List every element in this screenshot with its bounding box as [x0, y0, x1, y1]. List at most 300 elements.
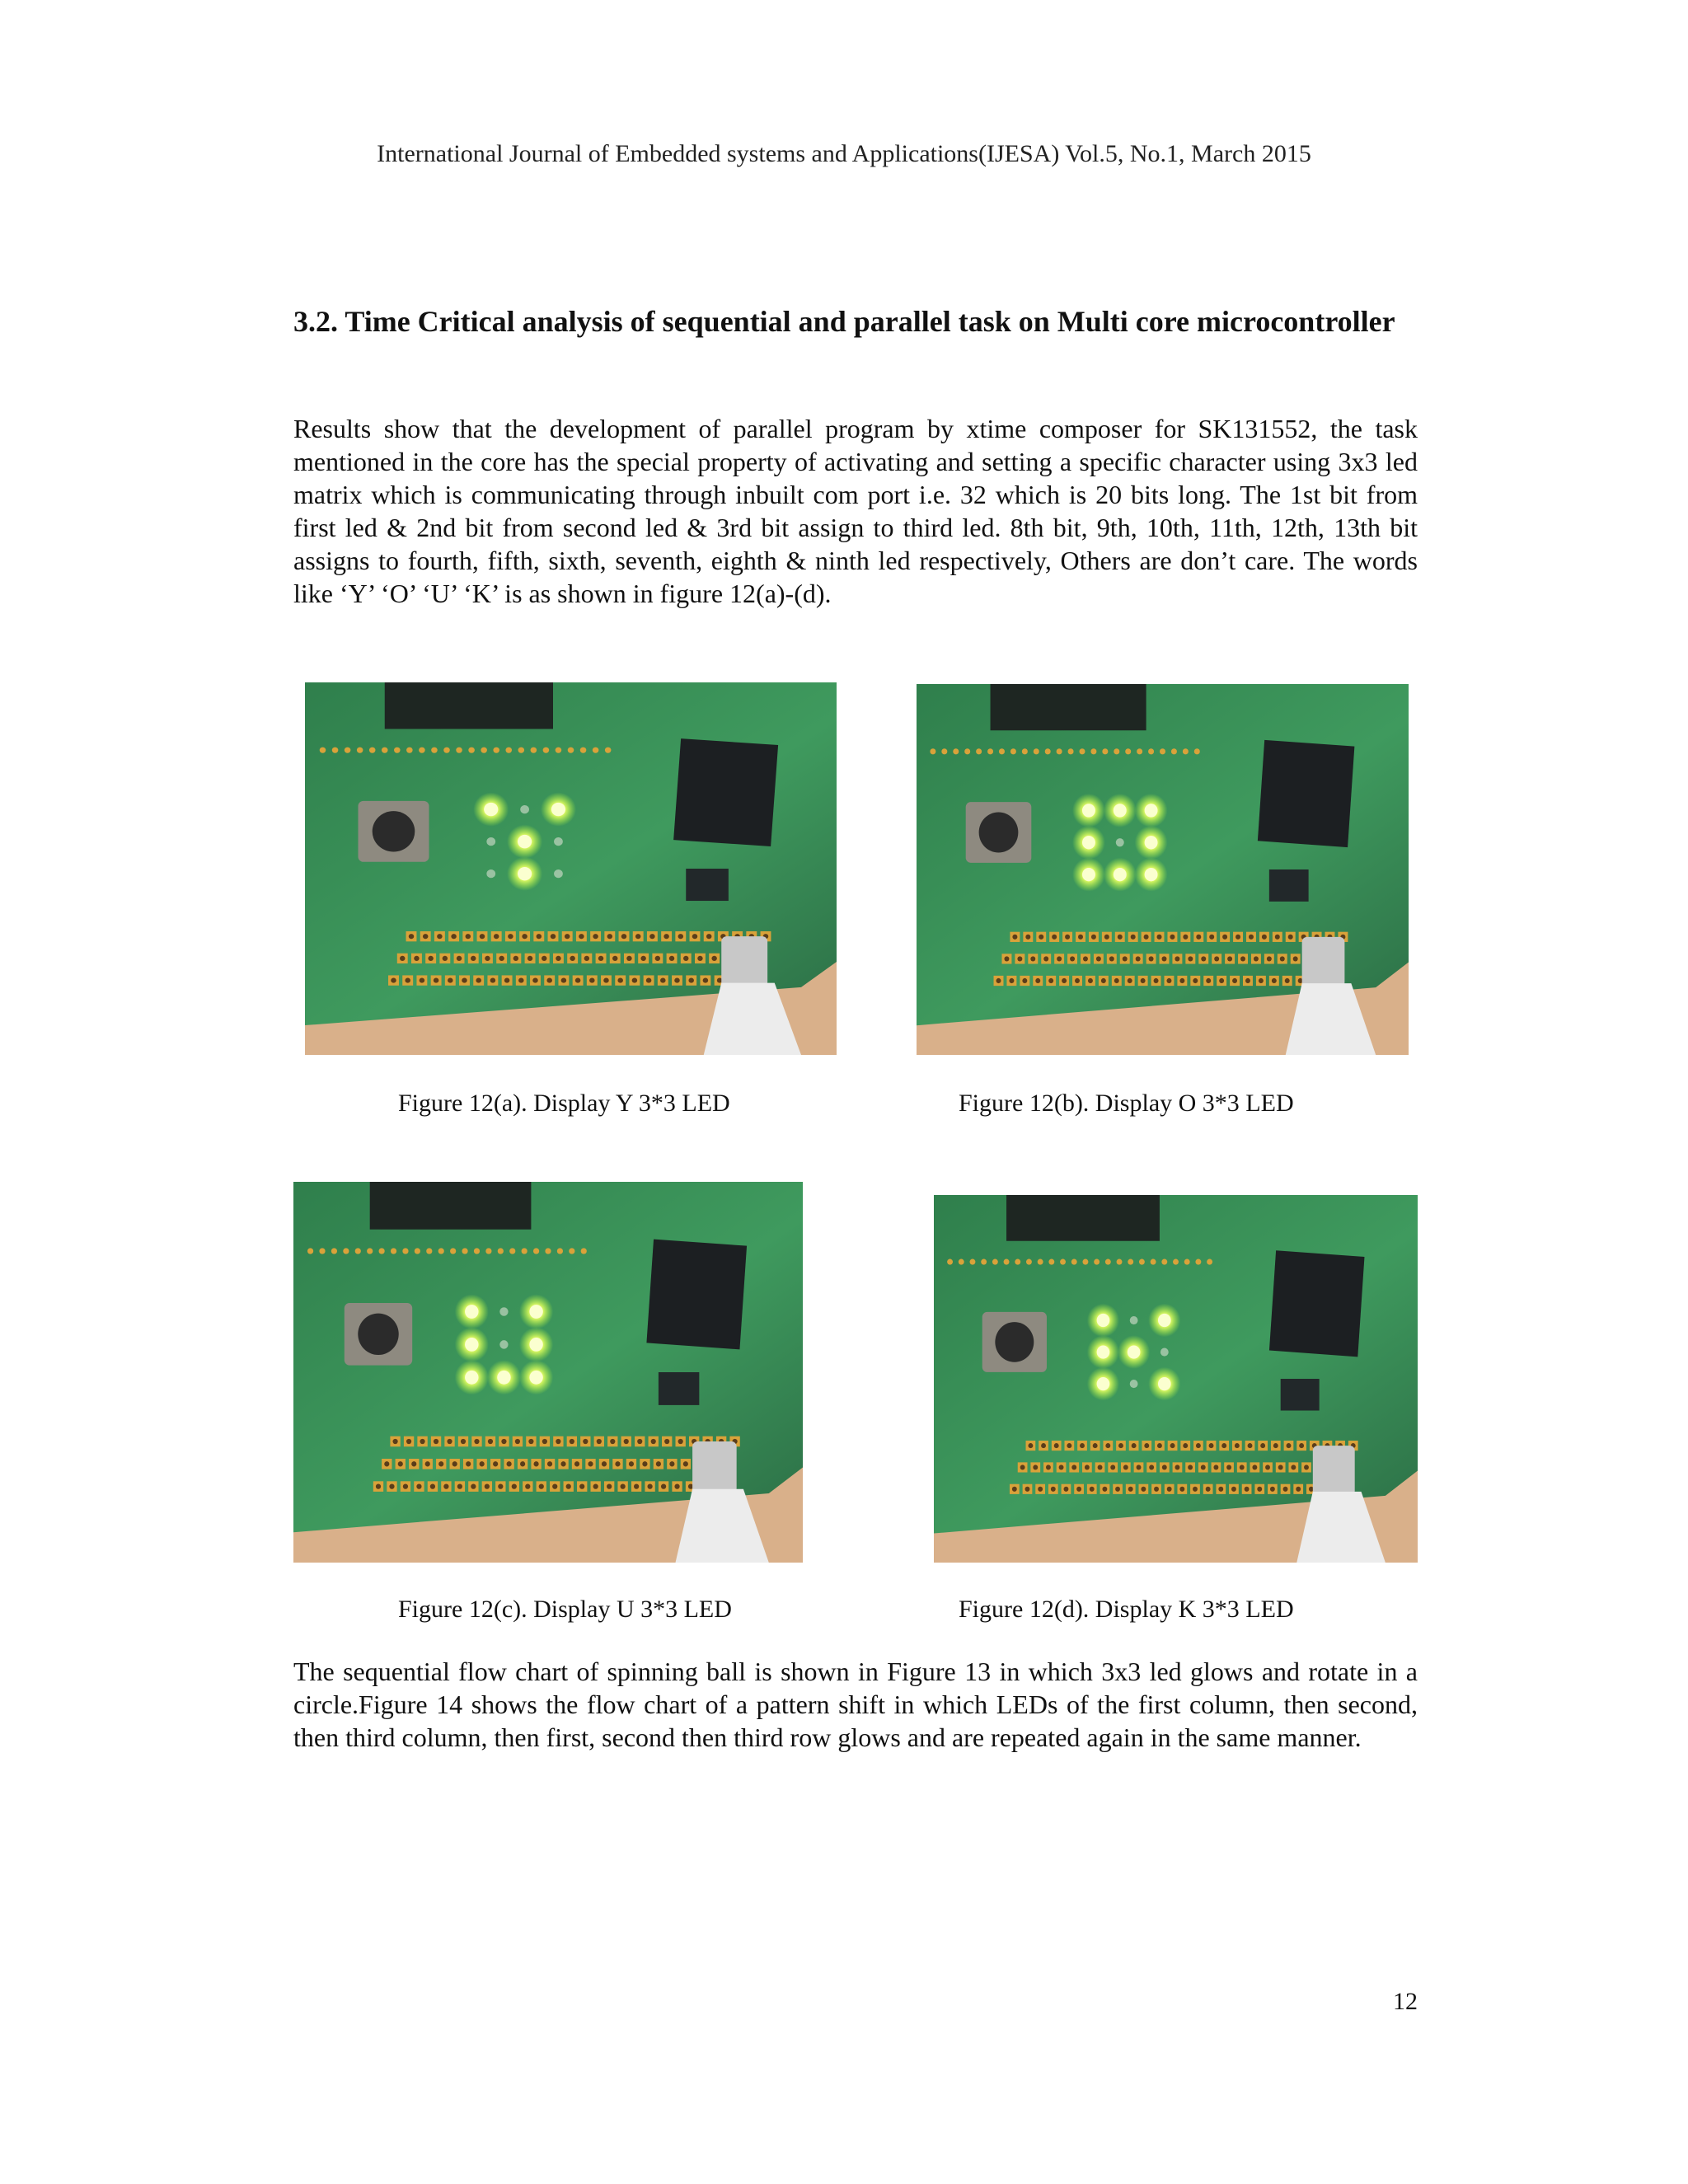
- solder-hole: [1101, 978, 1106, 983]
- pin-pad: [1071, 1259, 1077, 1265]
- pin-pad: [462, 1248, 467, 1254]
- pin-pad: [369, 748, 376, 753]
- pin-pad: [569, 1248, 574, 1254]
- led-off: [1130, 1316, 1138, 1324]
- pin-pad: [443, 748, 450, 753]
- solder-hole: [398, 1461, 403, 1466]
- pin-pad: [531, 748, 537, 753]
- solder-hole: [471, 1483, 476, 1488]
- solder-hole: [1299, 1443, 1304, 1448]
- led-off: [486, 837, 495, 846]
- solder-hole: [674, 978, 679, 983]
- solder-hole: [1278, 1465, 1283, 1469]
- solder-hole: [697, 956, 702, 961]
- solder-hole: [561, 978, 566, 983]
- pin-pad: [456, 748, 462, 753]
- solder-hole: [466, 934, 471, 939]
- solder-hole: [635, 934, 640, 939]
- solder-hole: [437, 934, 442, 939]
- pin-pad: [568, 748, 574, 753]
- solder-hole: [1209, 1443, 1214, 1448]
- solder-hole: [1262, 935, 1267, 940]
- pin-pad: [431, 748, 438, 753]
- solder-hole: [1175, 956, 1179, 961]
- push-button: [995, 1322, 1034, 1362]
- pin-pad: [964, 748, 970, 754]
- pin-pad: [1048, 1259, 1054, 1265]
- pin-pad: [331, 1248, 337, 1254]
- led-on: [1114, 804, 1127, 817]
- led-off: [499, 1307, 508, 1316]
- pin-pad: [415, 1248, 420, 1254]
- solder-hole: [537, 934, 542, 939]
- pin-pad: [947, 1259, 953, 1265]
- solder-hole: [610, 1439, 615, 1444]
- solder-hole: [1179, 978, 1184, 983]
- solder-hole: [1287, 1443, 1292, 1448]
- pin-pad: [970, 1259, 976, 1265]
- pin-pad: [593, 748, 599, 753]
- pin-pad: [343, 1248, 349, 1254]
- solder-hole: [443, 956, 448, 961]
- solder-hole: [1260, 1443, 1265, 1448]
- solder-hole: [1075, 978, 1080, 983]
- solder-hole: [1249, 935, 1254, 940]
- led-on: [518, 835, 532, 848]
- solder-hole: [443, 1483, 448, 1488]
- led-on: [529, 1305, 542, 1319]
- solder-hole: [1105, 1443, 1110, 1448]
- pin-pad: [981, 1259, 987, 1265]
- solder-hole: [1245, 1487, 1250, 1492]
- led-off: [1160, 1347, 1169, 1356]
- solder-hole: [447, 1439, 452, 1444]
- solder-hole: [457, 956, 462, 961]
- solder-hole: [1188, 956, 1193, 961]
- solder-hole: [1062, 978, 1067, 983]
- solder-hole: [1144, 1443, 1149, 1448]
- pin-pad: [438, 1248, 444, 1254]
- solder-hole: [1064, 1487, 1069, 1492]
- solder-hole: [1170, 935, 1175, 940]
- solder-hole: [501, 1439, 506, 1444]
- led-on: [1158, 1314, 1171, 1327]
- solder-hole: [1020, 1465, 1025, 1469]
- solder-hole: [376, 1483, 381, 1488]
- led-on: [1145, 868, 1158, 881]
- section-title: 3.2. Time Critical analysis of sequential and parallel task on Multi core microcontroller: [293, 305, 1395, 338]
- pin-pad: [930, 748, 935, 754]
- solder-hole: [711, 956, 716, 961]
- solder-hole: [1257, 1487, 1262, 1492]
- usb-connector: [721, 936, 767, 987]
- solder-hole: [1137, 1465, 1142, 1469]
- solder-hole: [1275, 935, 1280, 940]
- pin-pad: [394, 748, 401, 753]
- pin-pad: [367, 1248, 373, 1254]
- pin-pad: [498, 1248, 504, 1254]
- solder-hole: [1221, 1443, 1226, 1448]
- solder-hole: [1222, 935, 1227, 940]
- solder-hole: [1209, 935, 1214, 940]
- solder-hole: [607, 1483, 612, 1488]
- solder-hole: [1167, 1487, 1172, 1492]
- small-ic: [1269, 869, 1309, 902]
- solder-hole: [1025, 935, 1030, 940]
- solder-hole: [1067, 1443, 1071, 1448]
- solder-hole: [1236, 935, 1240, 940]
- solder-hole: [405, 978, 410, 983]
- pin-pad: [1125, 748, 1131, 754]
- solder-hole: [661, 1483, 666, 1488]
- solder-hole: [1076, 1487, 1081, 1492]
- pin-pad: [1026, 1259, 1032, 1265]
- board-photo-svg: [934, 1195, 1418, 1563]
- solder-hole: [480, 934, 485, 939]
- header-connector: [385, 682, 553, 729]
- solder-hole: [1057, 956, 1062, 961]
- solder-hole: [457, 1483, 462, 1488]
- solder-hole: [406, 1439, 411, 1444]
- solder-hole: [1051, 1487, 1056, 1492]
- pin-pad: [1080, 748, 1085, 754]
- solder-hole: [411, 1461, 416, 1466]
- solder-hole: [1115, 1487, 1120, 1492]
- solder-hole: [996, 978, 1001, 983]
- solder-hole: [692, 934, 697, 939]
- solder-hole: [438, 1461, 443, 1466]
- solder-hole: [546, 978, 551, 983]
- solder-hole: [579, 934, 584, 939]
- solder-hole: [574, 1461, 579, 1466]
- solder-hole: [1025, 1487, 1030, 1492]
- solder-hole: [1043, 956, 1048, 961]
- solder-hole: [1179, 1487, 1184, 1492]
- solder-hole: [1110, 1465, 1115, 1469]
- solder-hole: [400, 956, 405, 961]
- solder-hole: [664, 1439, 669, 1444]
- led-on: [1145, 804, 1158, 817]
- solder-hole: [539, 1483, 544, 1488]
- solder-hole: [649, 934, 654, 939]
- solder-hole: [1273, 1443, 1278, 1448]
- solder-hole: [556, 956, 560, 961]
- pin-pad: [1184, 1259, 1190, 1265]
- pin-pad: [1114, 748, 1119, 754]
- pin-pad: [557, 1248, 563, 1254]
- pin-pad: [319, 1248, 325, 1254]
- led-on: [1097, 1314, 1110, 1327]
- solder-hole: [1141, 978, 1146, 983]
- led-off: [554, 837, 563, 846]
- solder-hole: [391, 978, 396, 983]
- pin-pad: [1105, 1259, 1111, 1265]
- solder-hole: [1004, 956, 1009, 961]
- solder-hole: [1104, 935, 1109, 940]
- solder-hole: [1012, 1487, 1017, 1492]
- processor-chip: [1269, 1250, 1365, 1357]
- solder-hole: [1136, 956, 1141, 961]
- solder-hole: [678, 934, 683, 939]
- solder-hole: [621, 934, 626, 939]
- led-off: [486, 869, 495, 878]
- solder-hole: [1017, 956, 1022, 961]
- solder-hole: [434, 978, 438, 983]
- solder-hole: [579, 1483, 584, 1488]
- solder-hole: [565, 934, 570, 939]
- pin-pad: [1117, 1259, 1123, 1265]
- solder-hole: [414, 956, 419, 961]
- solder-hole: [1118, 1443, 1123, 1448]
- solder-hole: [1035, 978, 1040, 983]
- led-off: [554, 869, 563, 878]
- pin-pad: [976, 748, 982, 754]
- solder-hole: [1114, 978, 1119, 983]
- solder-hole: [632, 978, 637, 983]
- solder-hole: [1196, 1443, 1201, 1448]
- solder-hole: [1226, 1465, 1231, 1469]
- solder-hole: [1038, 1487, 1043, 1492]
- solder-hole: [1157, 1443, 1162, 1448]
- led-on: [551, 803, 565, 816]
- solder-hole: [1141, 1487, 1146, 1492]
- pin-pad: [987, 748, 993, 754]
- solder-hole: [1265, 1465, 1270, 1469]
- pin-pad: [1010, 748, 1016, 754]
- pin-pad: [581, 1248, 587, 1254]
- solder-hole: [669, 956, 674, 961]
- solder-hole: [589, 978, 594, 983]
- solder-hole: [1065, 935, 1070, 940]
- running-header: International Journal of Embedded systems and Applications(IJESA) Vol.5, No.1, March 2015: [377, 140, 1311, 167]
- pin-pad: [580, 748, 587, 753]
- solder-hole: [1245, 978, 1250, 983]
- solder-hole: [1235, 1443, 1240, 1448]
- solder-hole: [1206, 978, 1211, 983]
- solder-hole: [1183, 935, 1188, 940]
- solder-hole: [512, 1483, 517, 1488]
- solder-hole: [1162, 1465, 1167, 1469]
- solder-hole: [1231, 1487, 1236, 1492]
- solder-hole: [1109, 956, 1114, 961]
- solder-hole: [1070, 956, 1075, 961]
- solder-hole: [518, 978, 523, 983]
- pin-pad: [545, 1248, 551, 1254]
- solder-hole: [556, 1439, 560, 1444]
- solder-hole: [1149, 1465, 1154, 1469]
- solder-hole: [1288, 935, 1293, 940]
- pin-pad: [1207, 1259, 1212, 1265]
- solder-hole: [602, 1461, 607, 1466]
- solder-hole: [1085, 1465, 1090, 1469]
- pin-pad: [345, 748, 351, 753]
- solder-hole: [1270, 1487, 1275, 1492]
- pin-pad: [320, 748, 326, 753]
- solder-hole: [1183, 1443, 1188, 1448]
- solder-hole: [1157, 935, 1162, 940]
- solder-hole: [420, 1439, 424, 1444]
- pin-pad: [1083, 1259, 1089, 1265]
- pin-pad: [426, 1248, 432, 1254]
- solder-hole: [1028, 1443, 1033, 1448]
- solder-hole: [1098, 1465, 1103, 1469]
- processor-chip: [1258, 740, 1355, 847]
- pin-pad: [1045, 748, 1051, 754]
- led-off: [499, 1340, 508, 1349]
- pin-pad: [556, 748, 562, 753]
- solder-hole: [420, 978, 424, 983]
- solder-hole: [1272, 978, 1277, 983]
- solder-hole: [528, 956, 532, 961]
- pin-pad: [518, 748, 525, 753]
- solder-hole: [476, 978, 481, 983]
- solder-hole: [416, 1483, 421, 1488]
- solder-hole: [498, 1483, 503, 1488]
- solder-hole: [1123, 956, 1128, 961]
- pin-pad: [1183, 748, 1189, 754]
- solder-hole: [683, 956, 688, 961]
- solder-hole: [520, 1461, 525, 1466]
- pin-pad: [959, 1259, 964, 1265]
- pin-pad: [1194, 748, 1200, 754]
- led-on: [497, 1371, 510, 1385]
- solder-hole: [1219, 978, 1224, 983]
- pin-pad: [953, 748, 959, 754]
- solder-hole: [674, 1483, 679, 1488]
- solder-hole: [588, 1461, 593, 1466]
- solder-hole: [593, 1483, 598, 1488]
- solder-hole: [1132, 1443, 1137, 1448]
- led-on: [529, 1338, 542, 1352]
- figure-12a-photo: [305, 682, 837, 1055]
- header-connector: [1006, 1195, 1160, 1241]
- pin-pad: [1038, 1259, 1043, 1265]
- pin-pad: [505, 748, 512, 753]
- solder-hole: [384, 1461, 389, 1466]
- solder-hole: [403, 1483, 408, 1488]
- board-photo-svg: [293, 1182, 803, 1563]
- solder-hole: [640, 956, 645, 961]
- small-ic: [686, 869, 729, 901]
- solder-hole: [551, 934, 556, 939]
- led-on: [1097, 1377, 1110, 1390]
- solder-hole: [637, 1439, 642, 1444]
- solder-hole: [466, 1461, 471, 1466]
- solder-hole: [1054, 1443, 1059, 1448]
- pin-pad: [1137, 748, 1142, 754]
- pin-pad: [493, 748, 499, 753]
- led-on: [518, 867, 532, 880]
- pin-pad: [357, 748, 363, 753]
- solder-hole: [1201, 1465, 1206, 1469]
- solder-hole: [542, 1439, 547, 1444]
- solder-hole: [646, 978, 651, 983]
- led-on: [465, 1305, 478, 1319]
- figure-12d-caption: Figure 12(d). Display K 3*3 LED: [959, 1596, 1294, 1623]
- solder-hole: [634, 1483, 639, 1488]
- solder-hole: [508, 934, 513, 939]
- led-off: [1130, 1380, 1138, 1388]
- solder-hole: [1144, 935, 1149, 940]
- led-on: [1082, 804, 1095, 817]
- solder-hole: [461, 1439, 466, 1444]
- pin-pad: [1057, 748, 1062, 754]
- solder-hole: [1091, 935, 1096, 940]
- led-on: [529, 1371, 542, 1385]
- pin-pad: [382, 748, 388, 753]
- body-paragraph-2: The sequential flow chart of spinning ball is shown in Figure 13 in which 3x3 led glows and rotate in a circle.Figure 14 shows the flow chart of a pattern shift in which LEDs of the first column, then second, then third column, then first, second then third row glows and are repeated again in the same manner.: [293, 1657, 1418, 1752]
- pin-pad: [355, 1248, 361, 1254]
- solder-hole: [560, 1461, 565, 1466]
- solder-hole: [1166, 978, 1171, 983]
- solder-hole: [703, 978, 708, 983]
- usb-connector: [1313, 1446, 1355, 1496]
- solder-hole: [1175, 1465, 1180, 1469]
- figure-12b-photo: [917, 684, 1409, 1055]
- solder-hole: [1131, 935, 1136, 940]
- solder-hole: [663, 934, 668, 939]
- pin-pad: [533, 1248, 539, 1254]
- solder-hole: [513, 956, 518, 961]
- solder-hole: [1154, 978, 1159, 983]
- solder-hole: [1201, 956, 1206, 961]
- solder-hole: [451, 934, 456, 939]
- pin-pad: [1148, 748, 1154, 754]
- pin-pad: [1195, 1259, 1201, 1265]
- body-paragraph-1: Results show that the development of parallel program by xtime composer for SK131552, the task mentioned in the core has the special property of activating and setting a specific character using 3x3 led matrix which is communicating through inbuilt com port i.e. 32 which is 20 bits long. The 1st bit from first led & 2nd bit from second led & 3rd bit assign to third led. 8th bit, 9th, 10th, 11th, 12th, 13th bit assigns to fourth, fifth, sixth, seventh, eighth & ninth led respectively, Others are don’t care. The words like ‘Y’ ‘O’ ‘U’ ‘K’ is as shown in figure 12(a)-(d).: [293, 414, 1418, 608]
- solder-hole: [428, 956, 433, 961]
- pin-pad: [391, 1248, 396, 1254]
- solder-hole: [1206, 1487, 1211, 1492]
- solder-hole: [1102, 1487, 1107, 1492]
- solder-hole: [522, 934, 527, 939]
- board-photo-svg: [305, 682, 837, 1055]
- solder-hole: [1193, 978, 1198, 983]
- solder-hole: [1052, 935, 1057, 940]
- solder-hole: [480, 1461, 485, 1466]
- solder-hole: [1280, 956, 1285, 961]
- processor-chip: [673, 738, 778, 846]
- solder-hole: [493, 1461, 498, 1466]
- solder-hole: [1118, 935, 1123, 940]
- led-on: [484, 803, 498, 816]
- push-button: [373, 811, 415, 851]
- solder-hole: [1154, 1487, 1159, 1492]
- pin-pad: [1068, 748, 1074, 754]
- solder-hole: [471, 956, 476, 961]
- pin-pad: [1173, 1259, 1179, 1265]
- pin-pad: [1160, 748, 1165, 754]
- pin-pad: [406, 748, 413, 753]
- pin-pad: [1004, 1259, 1010, 1265]
- pin-pad: [379, 1248, 385, 1254]
- solder-hole: [1083, 956, 1088, 961]
- led-on: [1128, 1345, 1141, 1358]
- solder-hole: [1232, 978, 1237, 983]
- solder-hole: [1048, 978, 1053, 983]
- solder-hole: [425, 1461, 430, 1466]
- solder-hole: [462, 978, 467, 983]
- solder-hole: [488, 1439, 493, 1444]
- pin-pad: [474, 1248, 480, 1254]
- pin-pad: [1102, 748, 1108, 754]
- solder-hole: [452, 1461, 457, 1466]
- solder-hole: [1009, 978, 1014, 983]
- solder-hole: [542, 956, 546, 961]
- led-on: [1158, 1377, 1171, 1390]
- pin-pad: [1034, 748, 1039, 754]
- pin-pad: [485, 1248, 491, 1254]
